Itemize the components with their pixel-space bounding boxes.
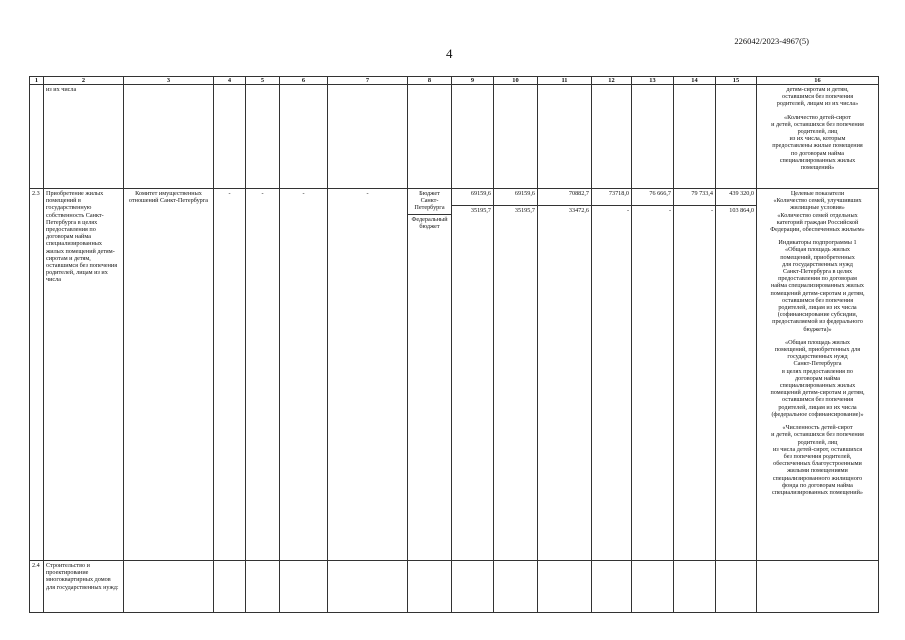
col-header: 2 [44,77,124,85]
program-table [29,76,879,613]
indicator-text: «Общая площадь жилых помещений, приобретенных для государственных нужд Санкт-Петербурга в целях предоставления по договорам найма специализированных жилых помещений детям-сиротам и детям, оставшимся без попечения родителей, лицам из их числа (федеральное софинансирование)» [770,338,865,418]
value: 69159,6 [514,190,535,197]
col-header: 9 [452,77,494,85]
col-header: 6 [280,77,328,85]
cell-dash: - [328,189,408,561]
col-header: 7 [328,77,408,85]
column-number-row [30,77,879,85]
value-cell-total [716,189,757,561]
col-header: 12 [592,77,632,85]
table-row-continuation [30,85,879,189]
value: 70882,7 [568,190,589,197]
funding-source-spb: Бюджет Санкт-Петербурга [414,190,445,212]
col-header: 4 [214,77,246,85]
value-cell [538,189,592,561]
col-header: 14 [674,77,716,85]
value: 33472,6 [538,205,591,214]
measure-name: Приобретение жилых помещений в государственную собственность Санкт-Петербурга в целях предоставления по договорам найма специализированных жилых помещений детям-сиротам и детям, оставшимся без попечения родителей, лицам из их числа [44,189,124,561]
cell-dash: - [246,189,280,561]
value: 73718,0 [608,190,629,197]
cell-dash: - [280,189,328,561]
col-header: 3 [124,77,214,85]
value: 76 666,7 [649,190,671,197]
value: 35195,7 [452,205,493,214]
indicators-cell [757,189,879,561]
col-header: 13 [632,77,674,85]
cell-dash: - [214,189,246,561]
document-number: 226042/2023-4967(5) [734,36,809,46]
page-number: 4 [446,46,453,61]
value: - [592,205,631,214]
value-cell [632,189,674,561]
value-cell [592,189,632,561]
row-number: 2.3 [30,189,44,561]
value: 69159,6 [470,190,491,197]
col-header: 10 [494,77,538,85]
value-cell [452,189,494,561]
col-header: 15 [716,77,757,85]
value-cell [674,189,716,561]
indicator-text: «Количество детей-сирот и детей, оставшихся без попечения родителей, лиц из их числа, которым предоставлены жилые помещения по договорам найма специализированных жилых помещений» [771,113,864,172]
col-header: 8 [408,77,452,85]
funding-source-federal: Федеральный бюджет [408,214,451,230]
indicator-text: Индикаторы подпрограммы 1 «Общая площадь жилых помещений, приобретенных для государственных нужд Санкт-Петербурга в целях предоставления по договорам найма специализированных жилых помещений детям-сиротам и детям, оставшимся без попечения родителей, лицам из их числа (софинансирование субсидии, предоставляемой из федерального бюджета)» [770,239,865,333]
value: 79 733,4 [691,190,713,197]
funding-source-cell [408,189,452,561]
indicator-text: Целевые показатели «Количество семей, улучшивших жилищные условия» «Количество семей отдельных категорий граждан Российской Федерации, обеспеченных жильем» [770,190,865,234]
value-cell [494,189,538,561]
table-row-2-3 [30,189,879,561]
executor: Комитет имущественных отношений Санкт-Петербурга [124,189,214,561]
col-header: 5 [246,77,280,85]
continued-name: из их числа [44,85,124,189]
value: - [632,205,673,214]
col-header: 1 [30,77,44,85]
indicators-cell [757,85,879,189]
value: 103 864,0 [716,205,756,214]
value: - [674,205,715,214]
col-header: 11 [538,77,592,85]
row-number: 2.4 [30,561,44,613]
col-header: 16 [757,77,879,85]
indicator-text: «Численность детей-сирот и детей, оставшихся без попечения родителей, лиц из числа детей-сирот, оставшихся без попечения родителей, обеспеченных благоустроенными жилыми помещениями специализированного жилищного фонда по договорам найма специализированных помещений» [771,424,864,496]
value: 35195,7 [494,205,537,214]
value: 439 320,0 [729,190,754,197]
measure-name: Строительство и проектирование многоквартирных домов для государственных нужд: [44,561,124,613]
indicator-text: детям-сиротам и детям, оставшимся без попечения родителей, лицам из их числа» [776,86,859,108]
table-row-2-4 [30,561,879,613]
